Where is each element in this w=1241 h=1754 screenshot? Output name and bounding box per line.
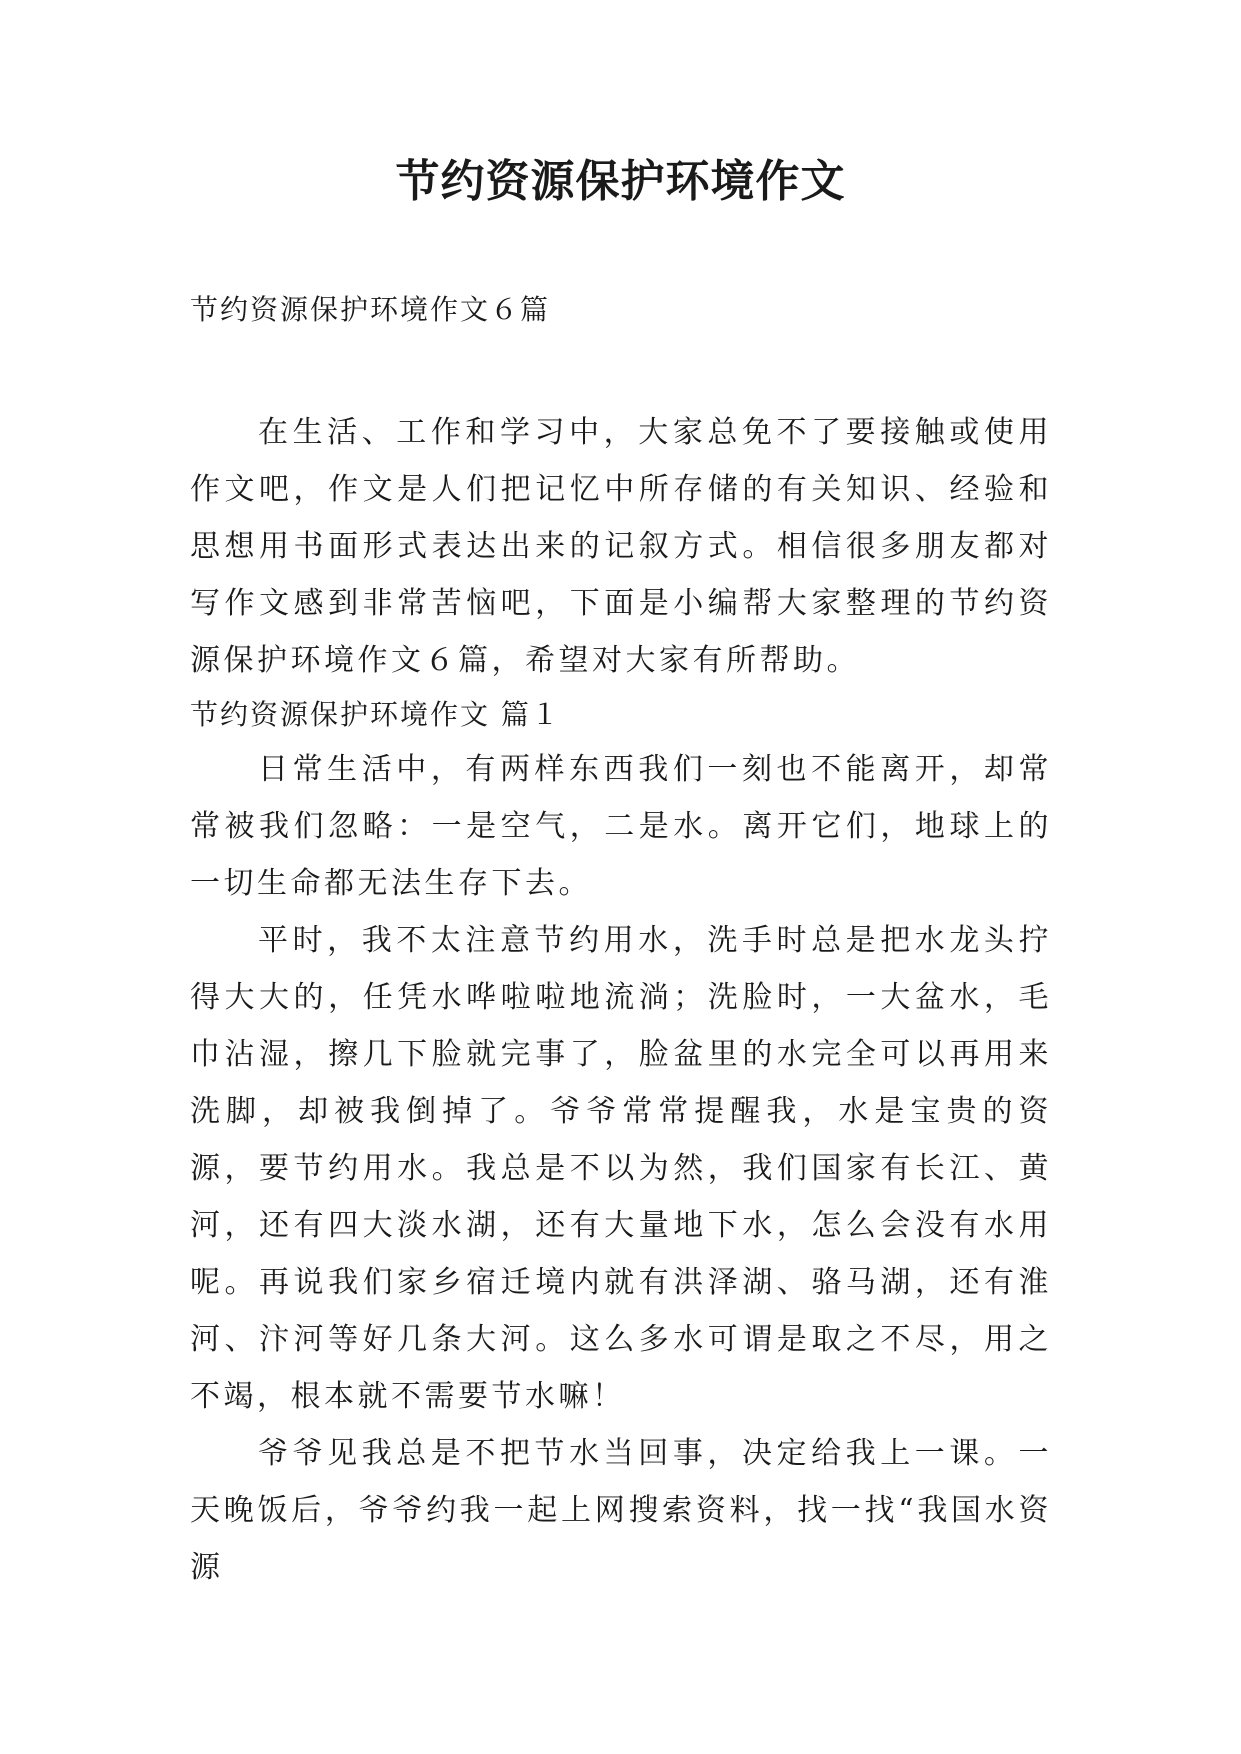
body-paragraph: 爷爷见我总是不把节水当回事，决定给我上一课。一天晚饭后，爷爷约我一起上网搜索资料，找一找“我国水资源 (190, 1436, 1052, 1585)
body-paragraph: 平时，我不太注意节约用水，洗手时总是把水龙头拧得大大的，任凭水哗啦啦地流淌；洗脸时，一大盆水，毛巾沾湿，擦几下脸就完事了，脸盆里的水完全可以再用来洗脚，却被我倒掉了。爷爷常常提醒我，水是宝贵的资源，要节约用水。我总是不以为然，我们国家有长江、黄河，还有四大淡水湖，还有大量地下水，怎么会没有水用呢。再说我们家乡宿迁境内就有洪泽湖、骆马湖，还有淮河、汴河等好几条大河。这么多水可谓是取之不尽，用之不竭，根本就不需要节水嘛！ (190, 923, 1052, 1414)
document-body (190, 404, 1052, 1596)
body-paragraph: 日常生活中，有两样东西我们一刻也不能离开，却常常被我们忽略：一是空气，二是水。离开它们，地球上的一切生命都无法生存下去。 (190, 752, 1052, 901)
document-subtitle: 节约资源保护环境作文６篇 (190, 293, 551, 326)
section-heading: 节约资源保护环境作文 篇１ (190, 698, 561, 731)
intro-paragraph: 在生活、工作和学习中，大家总免不了要接触或使用作文吧，作文是人们把记忆中所存储的有关知识、经验和思想用书面形式表达出来的记叙方式。相信很多朋友都对写作文感到非常苦恼吧，下面是小编帮大家整理的节约资源保护环境作文６篇，希望对大家有所帮助。 (190, 415, 1052, 678)
document-title: 节约资源保护环境作文 (395, 156, 846, 207)
